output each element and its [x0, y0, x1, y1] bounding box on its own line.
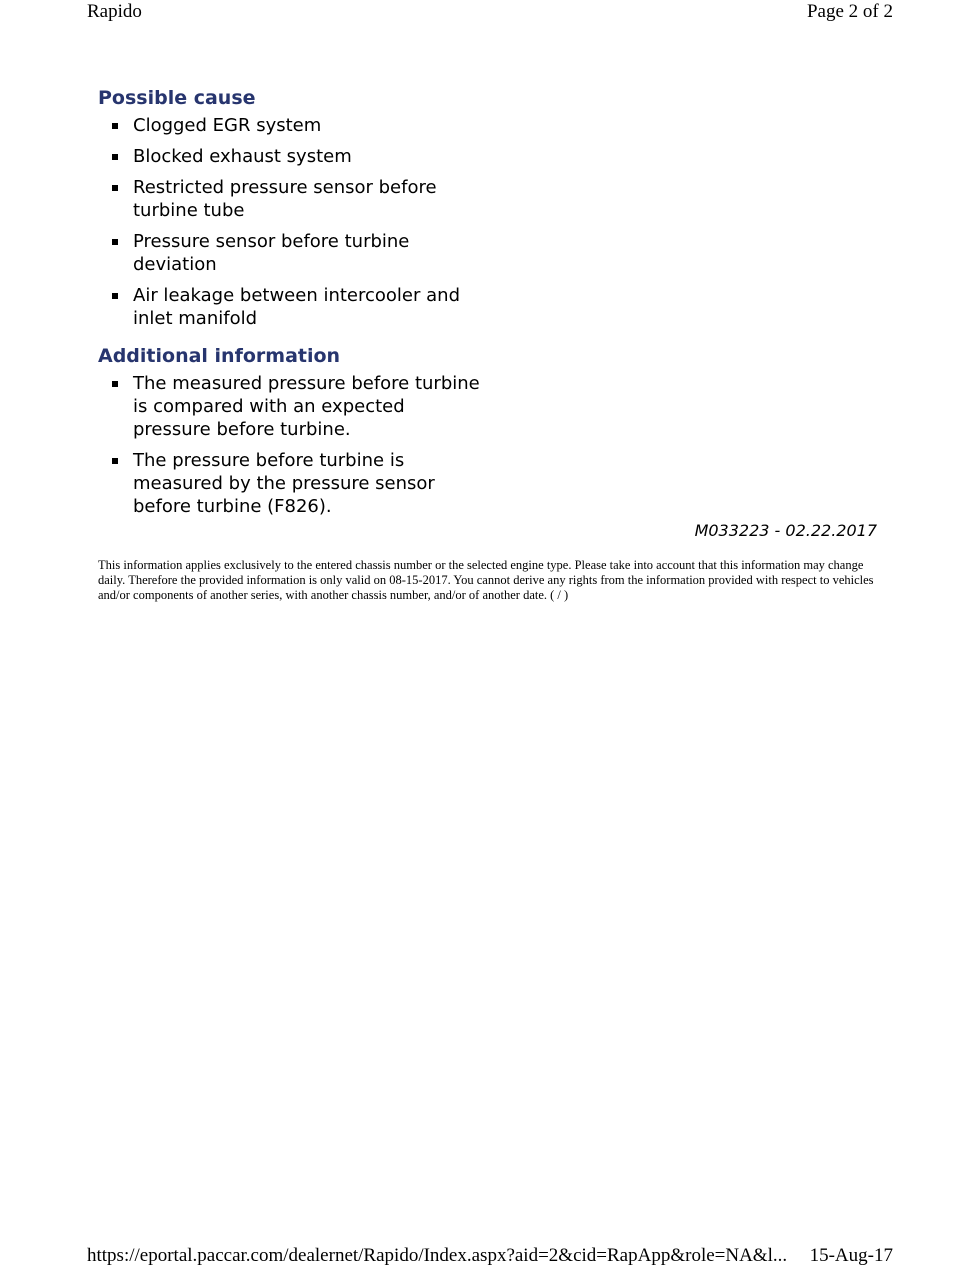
- list-item-text: Blocked exhaust system: [133, 146, 352, 167]
- list-item-text: Restricted pressure sensor before turbine tube: [133, 177, 437, 221]
- print-footer-date: 15-Aug-17: [809, 1245, 893, 1266]
- list-item: [98, 284, 488, 330]
- bullet-icon: [112, 185, 118, 191]
- additional-information-list: [98, 372, 488, 518]
- bullet-icon: [112, 154, 118, 160]
- list-item: [98, 230, 488, 276]
- document-id: M033223 - 02.22.2017: [694, 521, 877, 540]
- bullet-icon: [112, 293, 118, 299]
- list-item: [98, 449, 488, 518]
- list-item-text: The measured pressure before turbine is compared with an expected pressure before turbine.: [133, 373, 480, 440]
- print-header-page-indicator: Page 2 of 2: [806, 1, 893, 22]
- list-item-text: Clogged EGR system: [133, 115, 322, 136]
- print-header-title: Rapido: [87, 1, 142, 22]
- print-footer-url: https://eportal.paccar.com/dealernet/Rapido/Index.aspx?aid=2&cid=RapApp&role=NA&l...: [87, 1245, 788, 1266]
- list-item: [98, 372, 488, 441]
- additional-information-heading: Additional information: [98, 345, 341, 367]
- list-item: [98, 176, 488, 222]
- possible-cause-heading: Possible cause: [98, 87, 256, 109]
- bullet-icon: [112, 239, 118, 245]
- list-item: [98, 145, 488, 168]
- bullet-icon: [112, 381, 118, 387]
- list-item: [98, 114, 488, 137]
- list-item-text: Air leakage between intercooler and inlet manifold: [133, 285, 460, 329]
- possible-cause-list: [98, 114, 488, 330]
- document-content: [98, 86, 878, 603]
- list-item-text: Pressure sensor before turbine deviation: [133, 231, 410, 275]
- disclaimer-text: This information applies exclusively to the entered chassis number or the selected engine type. Please take into account that this information may change daily. Therefore the provided information is only valid on 08-15-2017. You cannot derive any rights from the information provided with respect to vehicles and/or components of another series, with another chassis number, and/or of another date. ( / ): [98, 558, 874, 602]
- list-item-text: The pressure before turbine is measured by the pressure sensor before turbine (F826).: [133, 450, 435, 517]
- bullet-icon: [112, 123, 118, 129]
- bullet-icon: [112, 458, 118, 464]
